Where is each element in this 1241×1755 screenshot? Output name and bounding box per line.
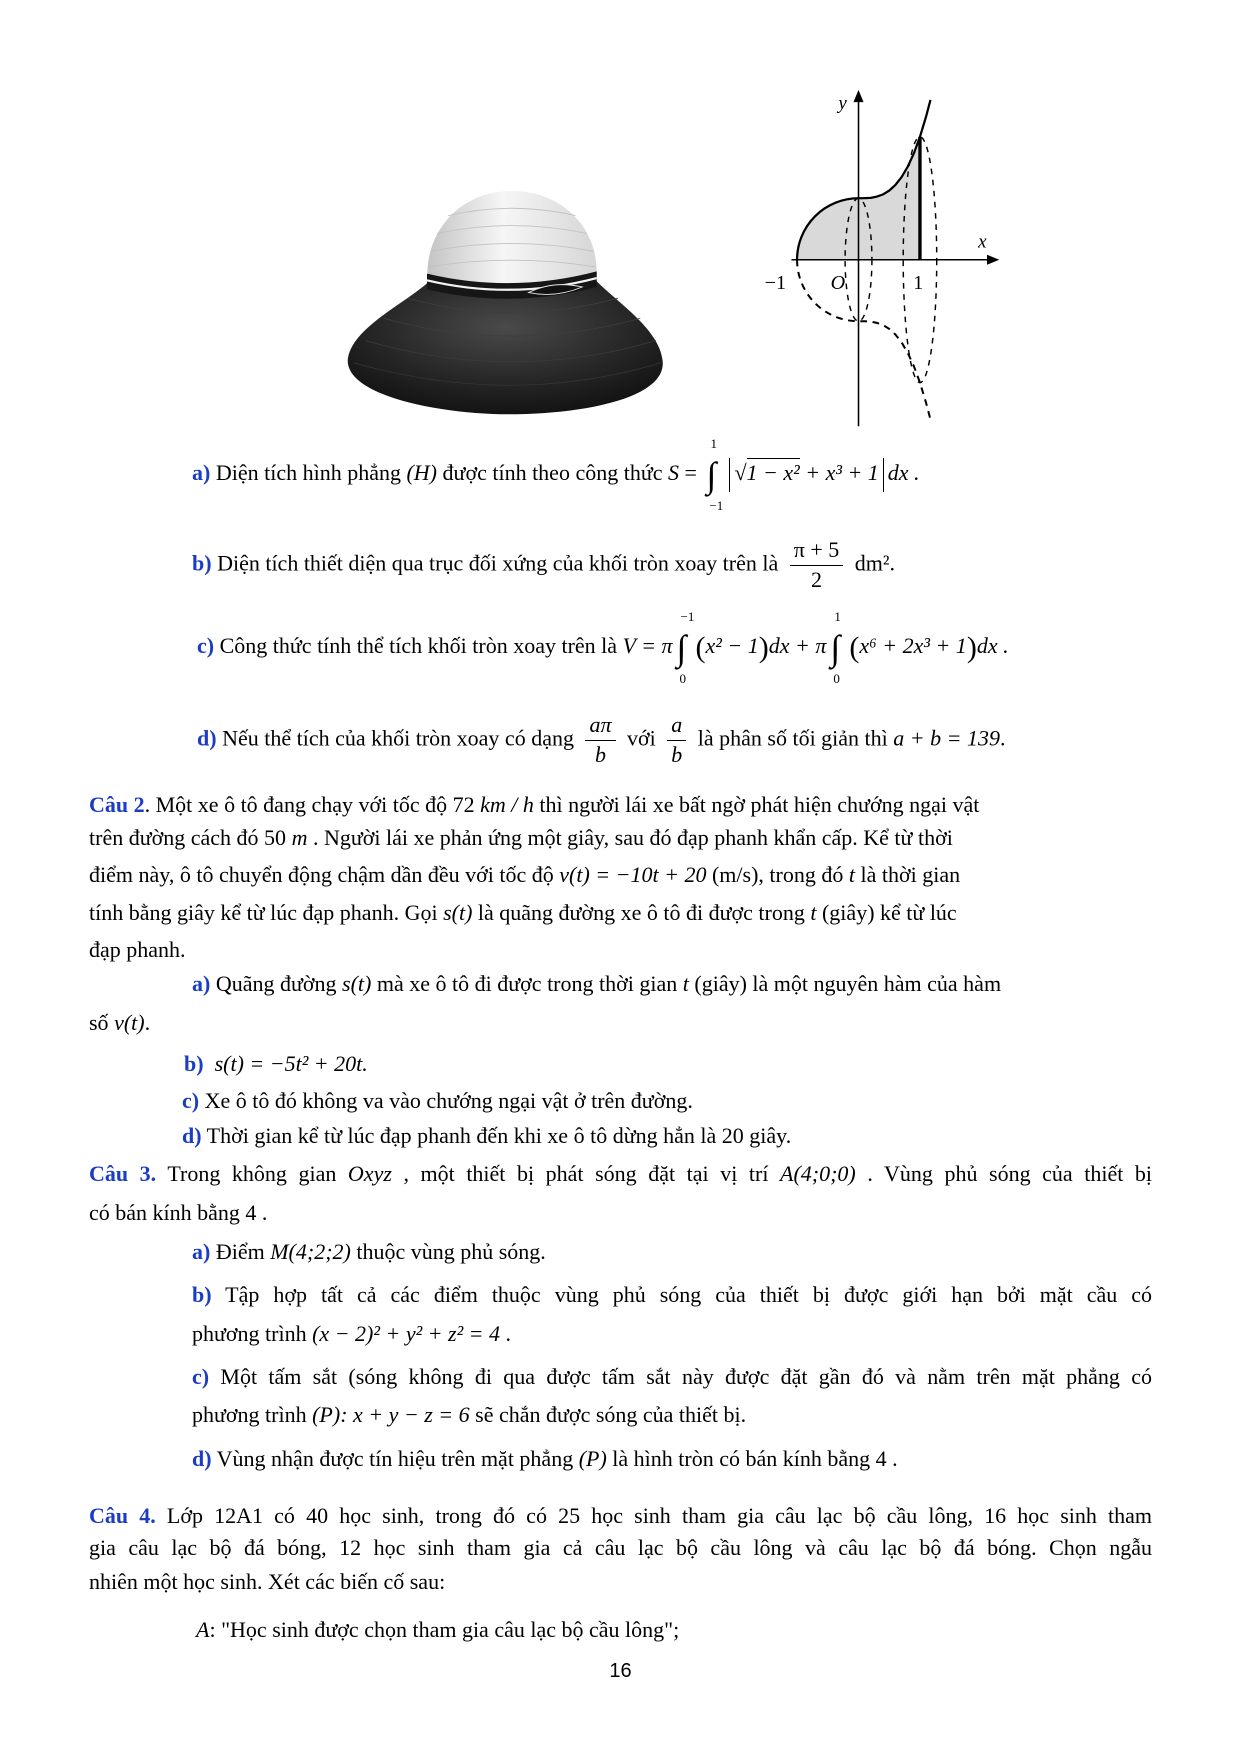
text: là quãng đường xe ô tô đi được trong — [472, 900, 811, 925]
text: với — [621, 725, 662, 751]
math-s: s(t) — [443, 900, 473, 925]
math-point-m: M(4;2;2) — [270, 1239, 351, 1264]
text: mà xe ô tô đi được trong thời gian — [371, 971, 683, 996]
text: Một tấm sắt (sóng không đi qua được tấm sắt này được đặt gần đó và nằm trên mặt phẳng có — [209, 1364, 1152, 1389]
page-number: 16 — [609, 1660, 632, 1682]
math-equation: a + b = 139 — [893, 725, 1000, 751]
math-unit: m — [291, 825, 308, 850]
text: Công thức tính thể tích khối tròn xoay trên là — [214, 633, 623, 659]
text: Thời gian kể từ lúc đạp phanh đến khi xe ô tô dừng hẳn là 20 giây. — [201, 1123, 792, 1148]
integral-upper: 1 — [710, 436, 717, 451]
q4-line-1 — [89, 1504, 1152, 1528]
text: Diện tích thiết diện qua trục đối xứng của khối tròn xoay trên là — [211, 550, 784, 576]
text: là thời gian — [854, 862, 961, 887]
text: là phân số tối giản thì — [692, 725, 894, 751]
q1-statement-c — [197, 609, 1009, 686]
sqrt-radicand: 1 − x² — [746, 460, 800, 486]
math-sphere-equation: (x − 2)² + y² + z² = 4 — [312, 1321, 501, 1346]
y-axis-label: y — [838, 92, 847, 114]
item-label: d) — [182, 1123, 202, 1148]
math-velocity: v(t) = −10t + 20 — [559, 862, 707, 887]
question-label: Câu 2 — [89, 792, 145, 817]
text: được tính theo công thức — [437, 460, 669, 486]
text: Tập hợp tất cả các điểm thuộc vùng phủ sóng của thiết bị được giới hạn bởi mặt cầu có — [211, 1282, 1152, 1307]
text: phương trình — [192, 1321, 313, 1346]
text: . — [999, 725, 1006, 751]
item-label: b) — [184, 1051, 204, 1076]
fraction-numerator: aπ — [585, 712, 615, 741]
fraction-denominator: 2 — [810, 566, 822, 592]
paren-open: ( — [849, 631, 860, 664]
q2-line-4 — [89, 901, 957, 925]
math-plane-p: (P) — [578, 1446, 607, 1471]
item-label: c) — [182, 1088, 200, 1113]
text: : "Học sinh được chọn tham gia câu lạc bộ cầu lông"; — [209, 1617, 680, 1642]
fraction — [790, 537, 844, 594]
integral-sign: ∫ — [676, 628, 687, 668]
fraction — [667, 712, 686, 769]
item-label: a) — [192, 971, 211, 996]
math-expression: s(t) = −5t² + 20t. — [203, 1051, 368, 1076]
text: (giây) kể từ lúc — [816, 900, 957, 925]
text: (giây) là một nguyên hàm của hàm — [688, 971, 1002, 996]
item-label: a) — [192, 460, 211, 486]
q2-statement-c — [182, 1089, 693, 1113]
q4-line-3 — [89, 1570, 445, 1594]
q2-line-1 — [89, 793, 979, 817]
text: gia câu lạc bộ đá bóng, 12 học sinh tham gia cả câu lạc bộ cầu lông và câu lạc bộ đá bóng. Chọn ngẫu — [89, 1535, 1152, 1560]
q1-c-row — [197, 609, 1009, 686]
text: tính bằng giây kể từ lúc đạp phanh. Gọi — [89, 900, 444, 925]
math-v: v(t) — [114, 1010, 145, 1035]
q2-statement-a-cont — [89, 1011, 150, 1035]
text: . Người lái xe phản ứng một giây, sau đó đạp phanh khẩn cấp. Kể từ thời — [307, 825, 953, 850]
text: (m/s), trong đó — [706, 862, 849, 887]
q3-statement-a — [192, 1240, 546, 1264]
q3-statement-b-cont — [192, 1322, 511, 1346]
paren-open: ( — [695, 631, 706, 664]
q2-line-3 — [89, 863, 960, 887]
q1-statement-b — [192, 533, 895, 597]
q3-statement-d — [192, 1447, 898, 1471]
math-s: s(t) — [342, 971, 372, 996]
text: điểm này, ô tô chuyển động chậm dần đều với tốc độ — [89, 862, 560, 887]
text: sẽ chắn được sóng của thiết bị. — [469, 1402, 747, 1427]
sqrt-sign: √ — [734, 460, 747, 486]
paren-close: ) — [966, 631, 977, 664]
q2-line-2 — [89, 826, 953, 850]
y-axis-arrow — [853, 90, 863, 102]
q3-statement-c-cont — [192, 1403, 746, 1427]
text: . — [144, 1010, 151, 1035]
math-t: t — [810, 900, 817, 925]
tick-label-one: 1 — [913, 271, 924, 294]
hat-brim — [348, 280, 663, 414]
mirrored-dashed-curve — [797, 260, 930, 420]
integral-upper: −1 — [680, 609, 695, 624]
math-eq: = π — [635, 633, 673, 659]
paren-close: ) — [758, 631, 769, 664]
q2-statement-b — [184, 1052, 368, 1076]
math-rest: + x³ + 1 — [799, 460, 879, 486]
math-oxyz: Oxyz — [347, 1161, 392, 1186]
unit: dm². — [849, 550, 895, 576]
q1-a-row — [192, 436, 920, 513]
item-label: c) — [192, 1364, 210, 1389]
text: . — [500, 1321, 512, 1346]
integral — [706, 436, 724, 513]
fraction-denominator: b — [671, 741, 683, 767]
text: Diện tích hình phẳng — [210, 460, 407, 486]
origin-label: O — [830, 271, 846, 294]
q1-d-row — [197, 712, 1005, 769]
text: Quãng đường — [210, 971, 343, 996]
math-t: t — [848, 862, 855, 887]
integrand: x² − 1 — [705, 633, 759, 659]
text: Lớp 12A1 có 40 học sinh, trong đó có 25 học sinh tham gia câu lạc bộ cầu lông, 16 học sinh tham — [155, 1503, 1153, 1528]
math-t: t — [682, 971, 689, 996]
text: , một thiết bị phát sóng đặt tại vị trí — [391, 1161, 781, 1186]
math-point-a: A(4;0;0) — [780, 1161, 856, 1186]
item-label: b) — [192, 1282, 212, 1307]
text: Điểm — [210, 1239, 271, 1264]
math-eq: = — [679, 460, 703, 486]
math-h: (H) — [406, 460, 438, 486]
q1-statement-d — [197, 708, 1005, 772]
text: . Một xe ô tô đang chạy với tốc độ 72 — [144, 792, 481, 817]
integral — [830, 609, 846, 686]
math-event-a: A — [196, 1617, 210, 1642]
text: Trong không gian — [156, 1161, 348, 1186]
text: Vùng nhận được tín hiệu trên mặt phẳng — [211, 1446, 579, 1471]
math-dx: dx . — [976, 633, 1009, 659]
hat-photo — [341, 184, 676, 419]
q1-statement-a — [192, 436, 920, 513]
q4-event-a — [196, 1618, 679, 1642]
text: thì người lái xe bất ngờ phát hiện chướng ngại vật — [533, 792, 980, 817]
text: . Vùng phủ sóng của thiết bị — [855, 1161, 1153, 1186]
item-label: d) — [192, 1446, 212, 1471]
item-label: d) — [197, 725, 217, 751]
text: số — [89, 1010, 115, 1035]
q4-line-2 — [89, 1536, 1152, 1560]
q3-statement-c — [192, 1365, 1152, 1389]
integral-lower: 0 — [679, 671, 686, 686]
fraction-denominator: b — [594, 741, 606, 767]
integral-lower: 0 — [833, 671, 840, 686]
text: là hình tròn có bán kính bằng 4 . — [606, 1446, 898, 1471]
item-label: b) — [192, 550, 212, 576]
text: đạp phanh. — [89, 937, 186, 962]
item-label: c) — [197, 633, 215, 659]
fraction-numerator: a — [667, 712, 686, 741]
text: thuộc vùng phủ sóng. — [350, 1239, 546, 1264]
q3-line-2 — [89, 1201, 267, 1225]
question-label: Câu 3. — [89, 1161, 157, 1186]
q2-statement-d — [182, 1124, 791, 1148]
math-plane-equation: (P): x + y − z = 6 — [312, 1402, 470, 1427]
x-axis-label: x — [978, 231, 987, 253]
abs-bar-right — [883, 458, 884, 492]
x-axis-arrow — [987, 255, 999, 265]
fraction — [585, 712, 615, 769]
abs-bar-left — [729, 458, 730, 492]
fraction-numerator: π + 5 — [790, 537, 844, 566]
text: trên đường cách đó 50 — [89, 825, 292, 850]
text: Xe ô tô đó không va vào chướng ngại vật ở trên đường. — [199, 1088, 693, 1113]
item-label: a) — [192, 1239, 211, 1264]
tick-label-neg-one: −1 — [764, 271, 787, 294]
q1-b-row — [192, 537, 895, 594]
text: nhiên một học sinh. Xét các biến cố sau: — [89, 1569, 446, 1594]
q3-statement-b — [192, 1283, 1152, 1307]
text: Nếu thể tích của khối tròn xoay có dạng — [216, 725, 580, 751]
integral-lower: −1 — [709, 498, 724, 513]
text: có bán kính bằng 4 . — [89, 1200, 268, 1225]
integral — [676, 609, 695, 686]
q2-line-5 — [89, 938, 186, 962]
integral-sign: ∫ — [706, 455, 717, 495]
q2-statement-a — [192, 972, 1001, 996]
math-v: V — [622, 633, 636, 659]
function-graph — [749, 84, 1006, 431]
integral-sign: ∫ — [830, 628, 841, 668]
question-label: Câu 4. — [89, 1503, 156, 1528]
math-unit: km / h — [480, 792, 534, 817]
text: phương trình — [192, 1402, 313, 1427]
math-s: S — [668, 460, 680, 486]
q3-line-1 — [89, 1162, 1152, 1186]
math-dx: dx + π — [768, 633, 827, 659]
integrand: x⁶ + 2x³ + 1 — [859, 633, 967, 659]
math-dx: dx . — [887, 460, 920, 486]
integral-upper: 1 — [834, 609, 841, 624]
